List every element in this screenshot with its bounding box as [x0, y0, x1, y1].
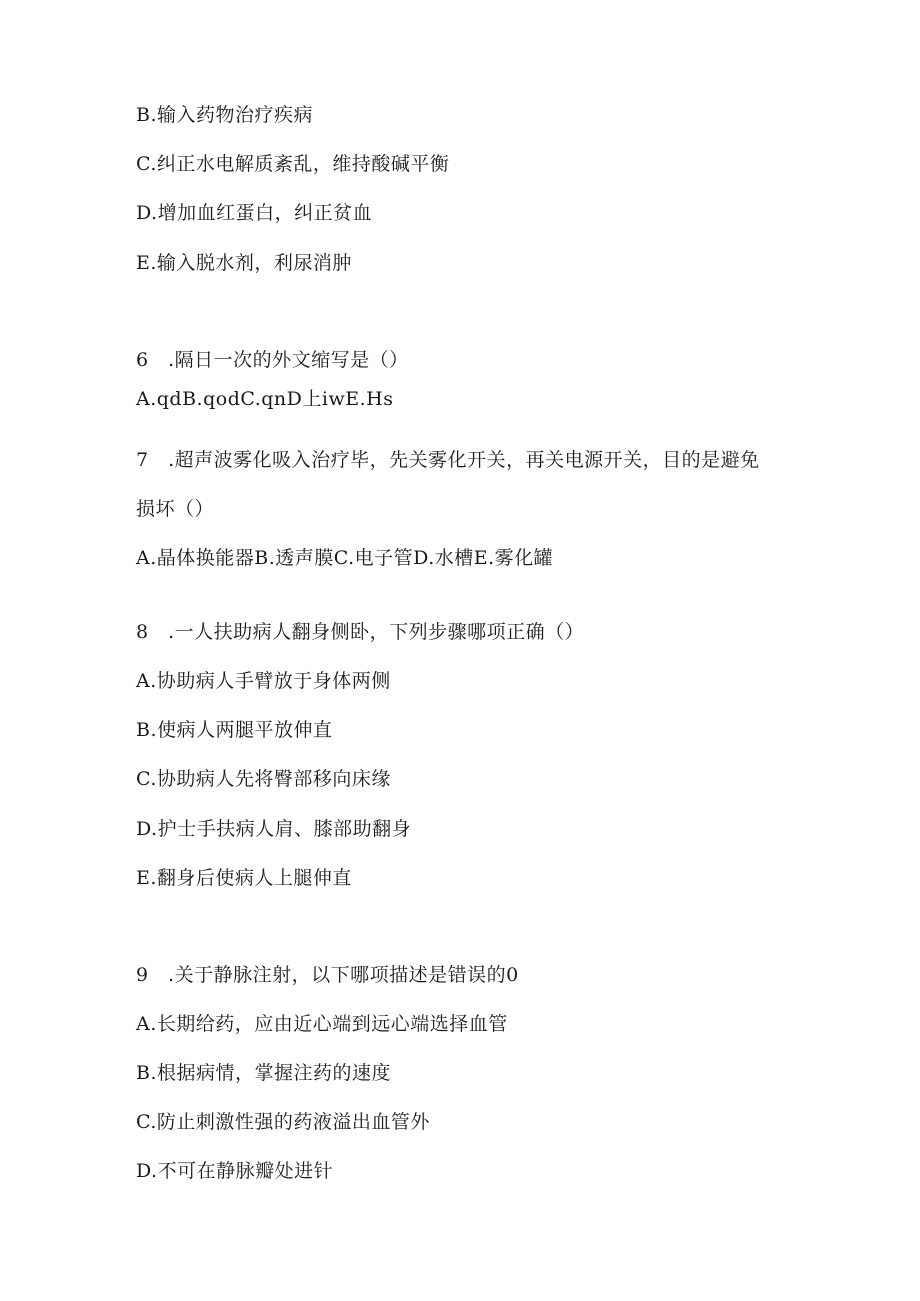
q9-option-a: A.长期给药，应由近心端到远心端选择血管: [136, 1013, 508, 1035]
q9-option-d: D.不可在静脉瓣处进针: [136, 1160, 334, 1182]
q8-option-a: A.协助病人手臂放于身体两侧: [136, 670, 391, 692]
q7-options: A.晶体换能器B.透声膜C.电子管D.水槽E.雾化罐: [136, 547, 554, 569]
q8-option-c: C.协助病人先将臀部移向床缘: [136, 768, 391, 790]
q5-option-b: B.输入药物治疗疾病: [136, 104, 314, 126]
q5-option-d: D.增加血红蛋白，纠正贫血: [136, 202, 373, 224]
q6-options: A.qdB.qodC.qnD上iwE.Hs: [136, 388, 394, 410]
q8-option-e: E.翻身后使病人上腿伸直: [136, 867, 352, 889]
q9-option-b: B.根据病情，掌握注药的速度: [136, 1062, 392, 1084]
q9-option-c: C.防止刺激性强的药液溢出血管外: [136, 1111, 430, 1133]
q7-stem-line2: 损坏（）: [136, 498, 215, 520]
q6-stem: 6 .隔日一次的外文缩写是（）: [136, 349, 409, 371]
q5-option-c: C.纠正水电解质紊乱，维持酸碱平衡: [136, 153, 450, 175]
q8-option-b: B.使病人两腿平放伸直: [136, 719, 333, 741]
q8-stem: 8 .一人扶助病人翻身侧卧，下列步骤哪项正确（）: [136, 621, 585, 643]
q9-stem: 9 .关于静脉注射，以下哪项描述是错误的0: [136, 964, 519, 986]
q5-option-e: E.输入脱水剂，利尿消肿: [136, 252, 352, 274]
q8-option-d: D.护士手扶病人肩、膝部助翻身: [136, 818, 412, 840]
q7-stem-line1: 7 .超声波雾化吸入治疗毕，先关雾化开关，再关电源开关，目的是避免: [136, 449, 760, 471]
